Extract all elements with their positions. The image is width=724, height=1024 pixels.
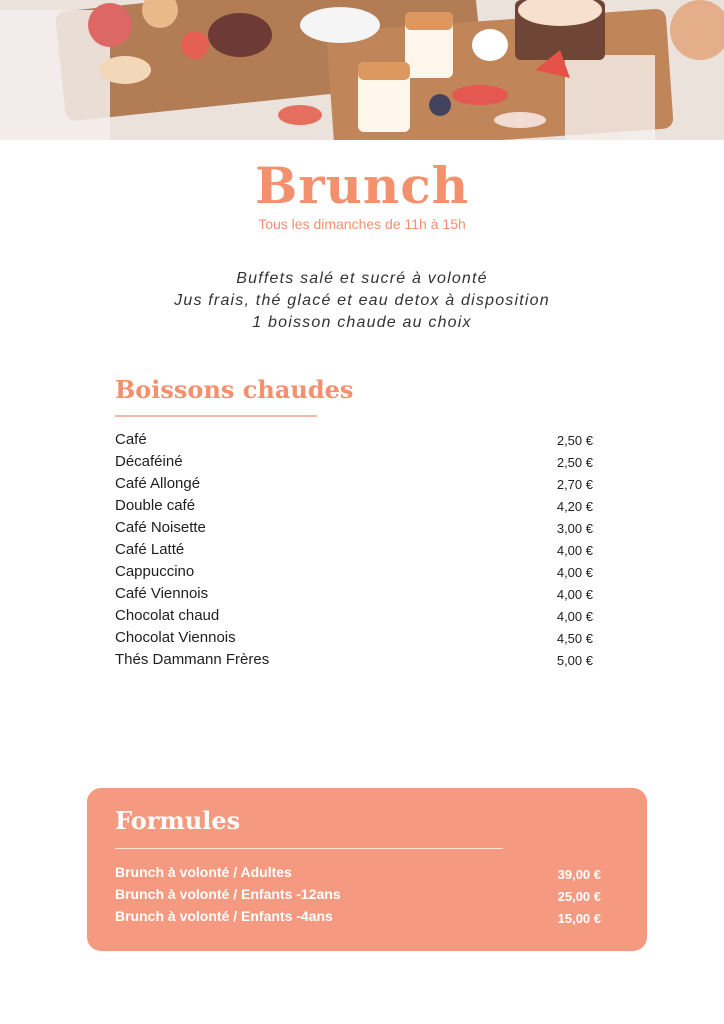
- menu-item-price: 3,00 €: [556, 521, 593, 536]
- menu-item: [115, 651, 595, 673]
- menu-item: [115, 585, 595, 607]
- menu-item-name: Café Noisette: [115, 519, 206, 536]
- menu-item: [115, 453, 595, 475]
- formule-item-name: Brunch à volonté / Enfants -4ans: [115, 908, 333, 924]
- menu-item-name: Café Latté: [115, 541, 185, 558]
- intro-line: Buffets salé et sucré à volonté: [236, 270, 488, 287]
- formule-item: [115, 908, 601, 930]
- formule-item-name: Brunch à volonté / Enfants -12ans: [115, 886, 341, 902]
- hot-drinks-title: Boissons chaudes: [115, 375, 354, 404]
- page-title: Brunch: [254, 156, 470, 215]
- hot-drinks-list: [115, 431, 595, 673]
- intro-line: 1 boisson chaude au choix: [252, 314, 472, 331]
- menu-item: [115, 519, 595, 541]
- formules-list: [115, 864, 601, 930]
- menu-item-price: 4,00 €: [556, 565, 593, 580]
- menu-item-price: 4,20 €: [556, 499, 593, 514]
- formules-panel: [87, 788, 647, 951]
- menu-item-name: Thés Dammann Frères: [115, 651, 270, 668]
- schedule-subtitle: Tous les dimanches de 11h à 15h: [258, 216, 466, 232]
- menu-item-name: Café Allongé: [115, 475, 201, 492]
- intro-text: [0, 268, 724, 334]
- formule-item: [115, 864, 601, 886]
- formule-item-price: 25,00 €: [557, 889, 601, 904]
- menu-item-price: 4,00 €: [556, 609, 593, 624]
- menu-item-price: 2,50 €: [556, 433, 593, 448]
- formule-item-price: 15,00 €: [557, 911, 601, 926]
- menu-item-name: Café Viennois: [115, 585, 209, 602]
- formule-item-name: Brunch à volonté / Adultes: [115, 864, 292, 880]
- menu-item-name: Double café: [115, 497, 196, 514]
- menu-item: [115, 475, 595, 497]
- menu-item: [115, 607, 595, 629]
- menu-item-price: 4,00 €: [556, 543, 593, 558]
- menu-item-name: Chocolat Viennois: [115, 629, 236, 646]
- menu-item: [115, 629, 595, 651]
- formules-divider: [115, 848, 503, 849]
- menu-item: [115, 541, 595, 563]
- section-divider: [115, 415, 317, 417]
- formule-item: [115, 886, 601, 908]
- menu-item-name: Chocolat chaud: [115, 607, 220, 624]
- menu-item: [115, 497, 595, 519]
- hero-brunch-photo: [0, 0, 724, 140]
- menu-item-price: 4,50 €: [556, 631, 593, 646]
- menu-item-name: Décaféiné: [115, 453, 183, 470]
- menu-item-price: 4,00 €: [556, 587, 593, 602]
- menu-item-price: 5,00 €: [556, 653, 593, 668]
- formule-item-price: 39,00 €: [557, 867, 601, 882]
- menu-item: [115, 431, 595, 453]
- intro-line: Jus frais, thé glacé et eau detox à disposition: [174, 292, 550, 309]
- menu-item: [115, 563, 595, 585]
- menu-item-price: 2,50 €: [556, 455, 593, 470]
- menu-item-price: 2,70 €: [556, 477, 593, 492]
- menu-item-name: Cappuccino: [115, 563, 195, 580]
- menu-item-name: Café: [115, 431, 147, 448]
- formules-title: Formules: [115, 806, 241, 835]
